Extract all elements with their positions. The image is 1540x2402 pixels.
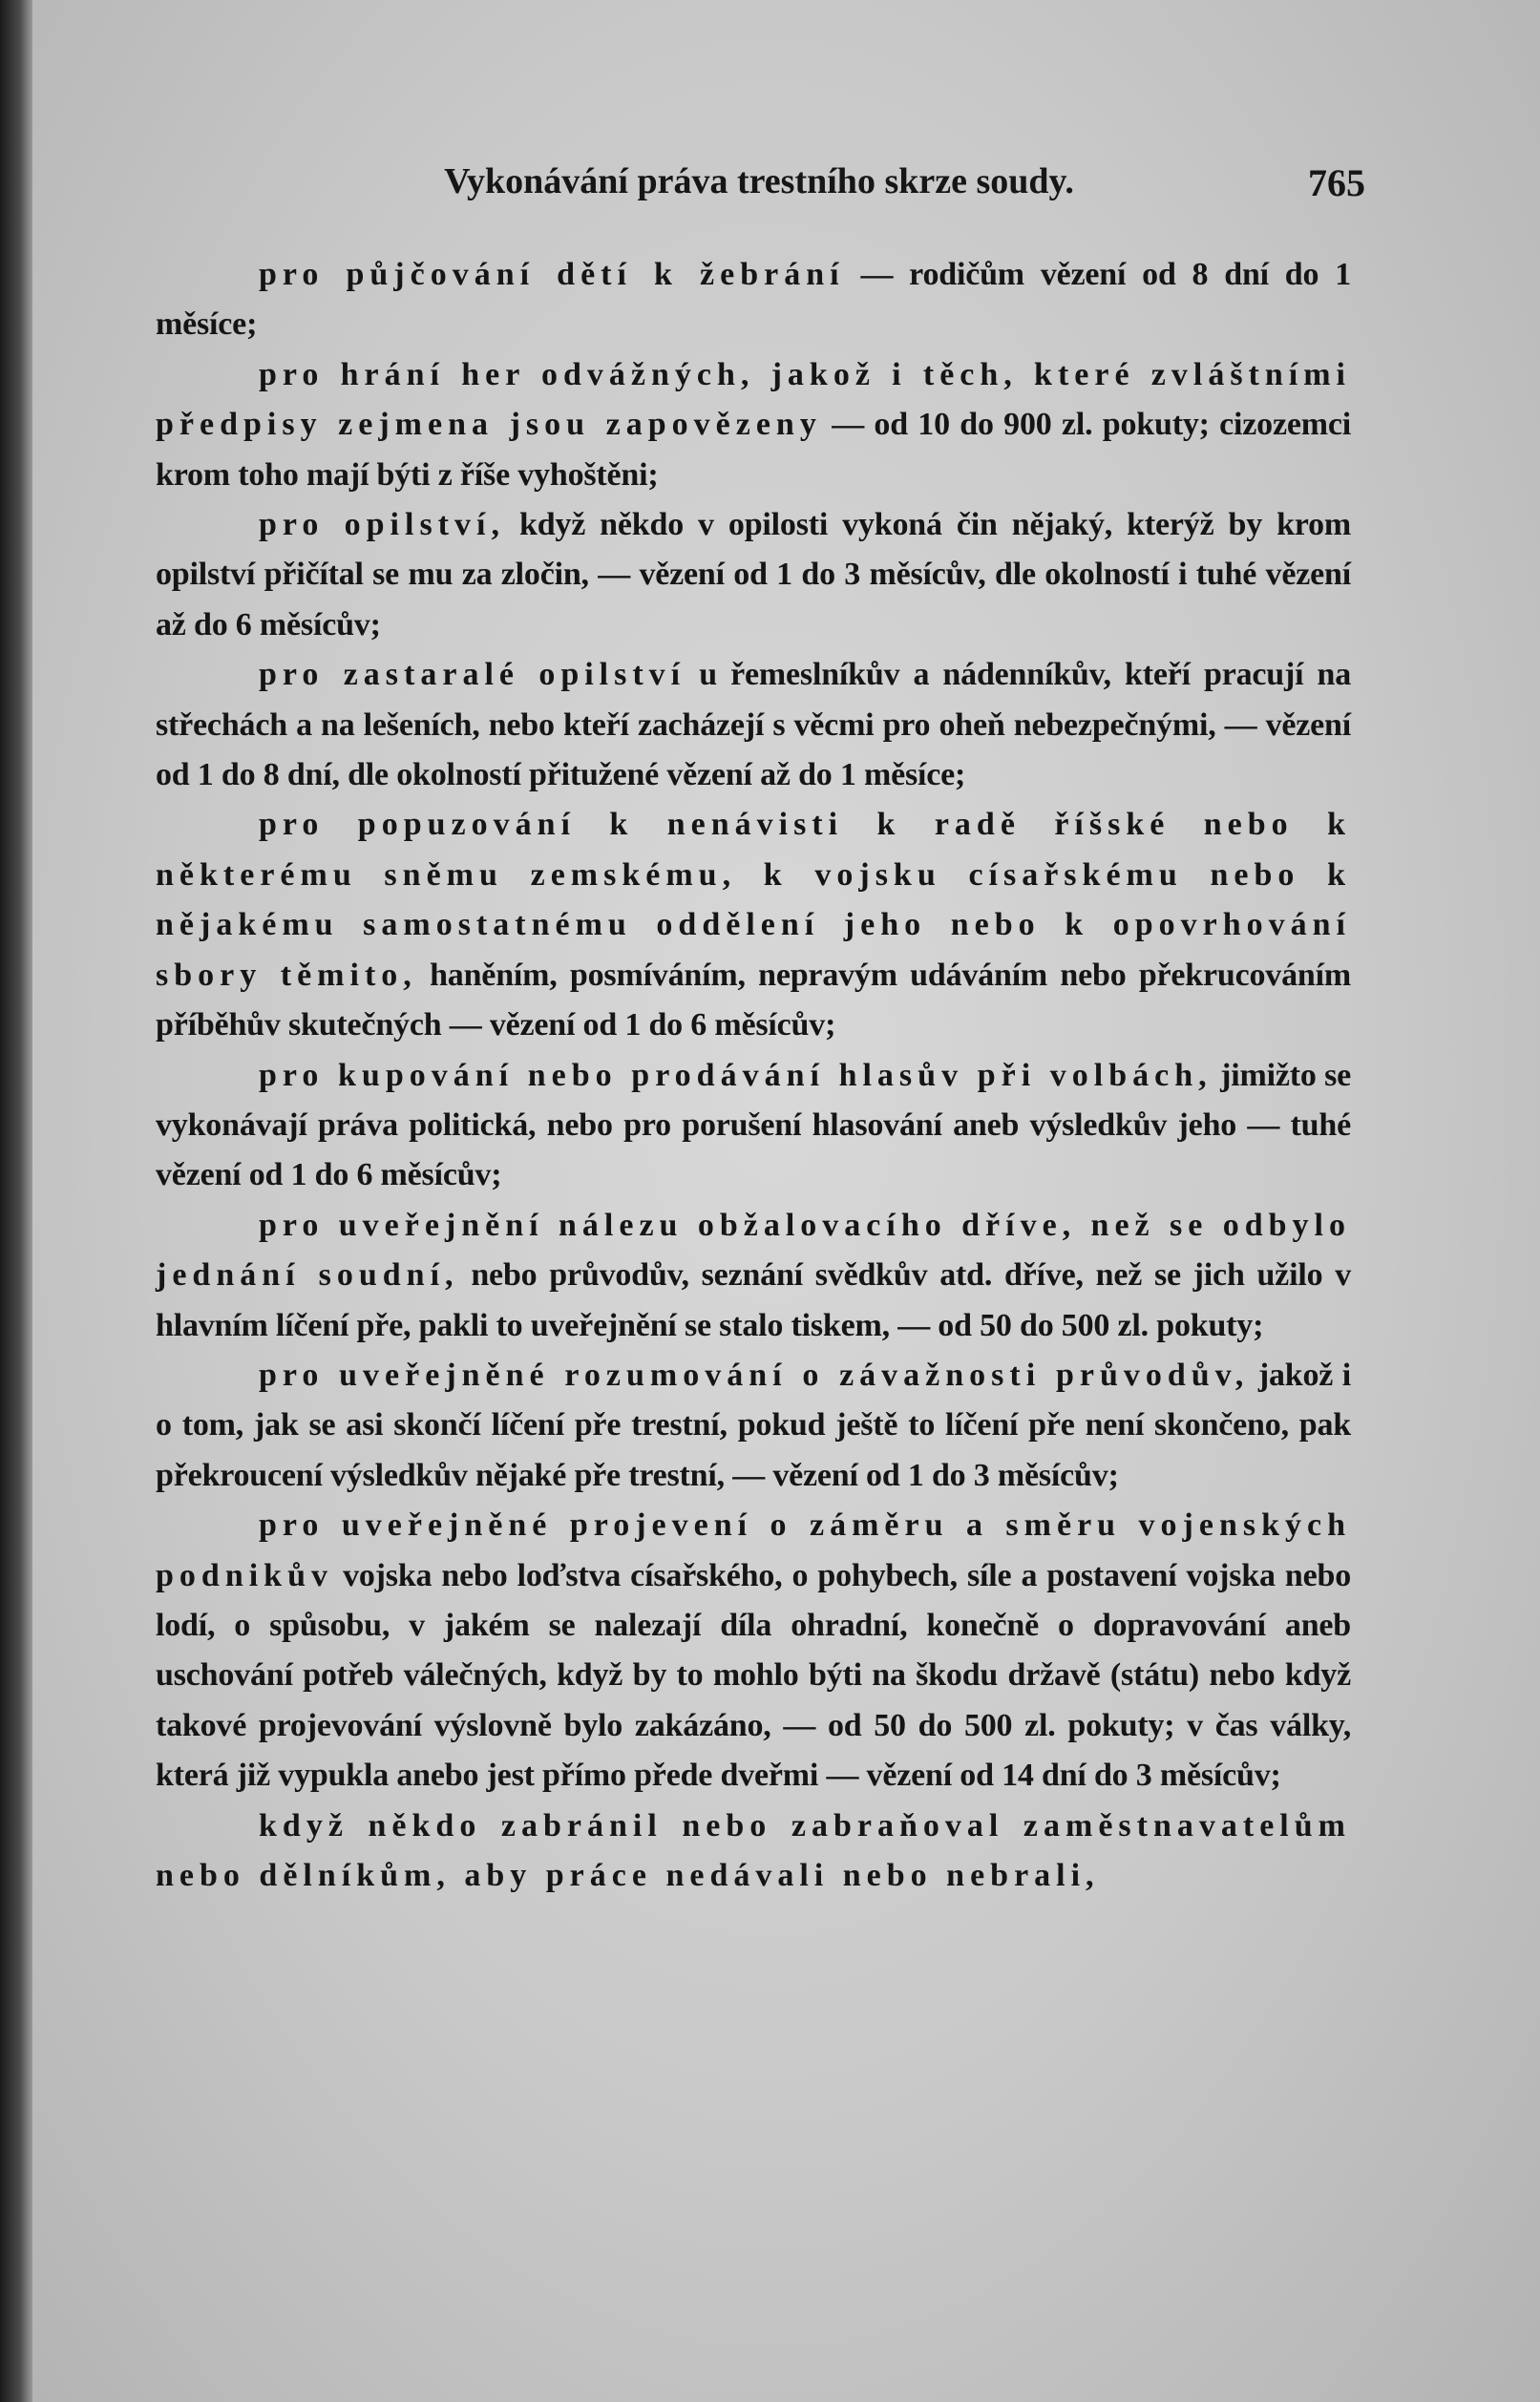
paragraph-text: — od 10 do 900 zl. pokuty; cizozemci krom toho mají býti z říše vyhoštěni; <box>156 407 1352 493</box>
spaced-lead: když někdo zabránil nebo zabraňoval zaměstnavatelům nebo dělníkům, aby práce nedávali nebo nebrali, <box>156 1807 1351 1893</box>
paragraph-text: když někdo v opilosti vykoná čin nějaký, kterýž by krom opilství přičítal se mu za zločin, — vězení od 1 do 3 měsícův, dle okolností i tuhé vězení až do 6 měsícův; <box>156 507 1351 643</box>
spaced-lead: pro opilství, <box>259 507 505 543</box>
spaced-lead: pro hrání her odvážných, jakož i těch, které zvláštními předpisy zejmena jsou zapovězeny <box>156 356 1351 443</box>
paragraph-text: vojska nebo loďstva císařského, o pohybech, síle a postavení vojska nebo lodí, o spůsobu, v jakém se nalezají díla ohradní, konečně o dopravování aneb uschování potřeb válečných, když by to mohlo býti na škodu državě (státu) nebo když takové projevování výslovně bylo zakázáno, — od 50 do 500 zl. pokuty; v čas války, která již vypukla anebo jest přímo přede dveřmi — vězení od 14 dní do 3 měsícův; <box>156 1557 1351 1794</box>
binding-shadow <box>0 0 32 2402</box>
paragraph <box>156 650 1351 800</box>
paragraph-text: jakož i o tom, jak se asi skončí líčení pře trestní, pokud ještě to líčení pře není skončeno, pak překroucení výsledkův nějaké pře trestní, — vězení od 1 do 3 měsícův; <box>156 1357 1351 1493</box>
paragraph <box>156 1802 1351 1902</box>
paragraph-text: — rodičům vězení od 8 dní do 1 měsíce; <box>156 257 1352 343</box>
spaced-lead: pro uveřejnění nálezu obžalovacího dříve, než se odbylo jednání soudní, <box>156 1207 1351 1294</box>
paragraph-text: u řemeslníkův a nádenníkův, kteří pracují na střechách a na lešeních, nebo kteří zacházejí s věcmi pro oheň nebezpečnými, — vězení od 1 do 8 dní, dle okolností přitužené vězení až do 1 měsíce; <box>156 657 1351 793</box>
paragraph-text: jimižto se vykonávají práva politická, nebo pro porušení hlasování aneb výsledkův jeho — tuhé vězení od 1 do 6 měsícův; <box>156 1057 1352 1193</box>
spaced-lead: pro uveřejněné rozumování o závažnosti průvodův, <box>259 1357 1250 1393</box>
paragraph <box>156 250 1351 350</box>
spaced-lead: pro popuzování k nenávisti k radě říšské nebo k některému sněmu zemskému, k vojsku císařskému nebo k nějakému samostatnému oddělení jeho nebo k opovrhování sbory těmito, <box>156 807 1351 993</box>
spaced-lead: pro půjčování dětí k žebrání <box>259 257 845 292</box>
paragraph <box>156 1201 1351 1351</box>
paragraph <box>156 500 1351 650</box>
paragraph <box>156 1051 1351 1201</box>
spaced-lead: pro uveřejněné projevení o záměru a směru vojenských podnikův <box>156 1507 1351 1593</box>
running-head: Vykonávání práva trestního skrze soudy. <box>444 161 1074 201</box>
spaced-lead: pro kupování nebo prodávání hlasův při volbách, <box>259 1057 1213 1093</box>
page-number: 765 <box>1308 161 1365 204</box>
page-header <box>153 160 1365 218</box>
spaced-lead: pro zastaralé opilství <box>259 657 686 693</box>
paragraph-text: haněním, posmíváním, nepravým udáváním nebo překrucováním příběhův skutečných — vězení od 1 do 6 měsícův; <box>156 957 1351 1043</box>
body-text <box>156 250 1351 1901</box>
paragraph <box>156 1501 1351 1801</box>
paragraph-text: nebo průvodův, seznání svědkův atd. dříve, než se jich užilo v hlavním líčení pře, pakli to uveřejnění se stalo tiskem, — od 50 do 500 zl. pokuty; <box>156 1257 1351 1343</box>
paragraph <box>156 1351 1351 1501</box>
paragraph <box>156 800 1351 1050</box>
paragraph <box>156 350 1351 500</box>
